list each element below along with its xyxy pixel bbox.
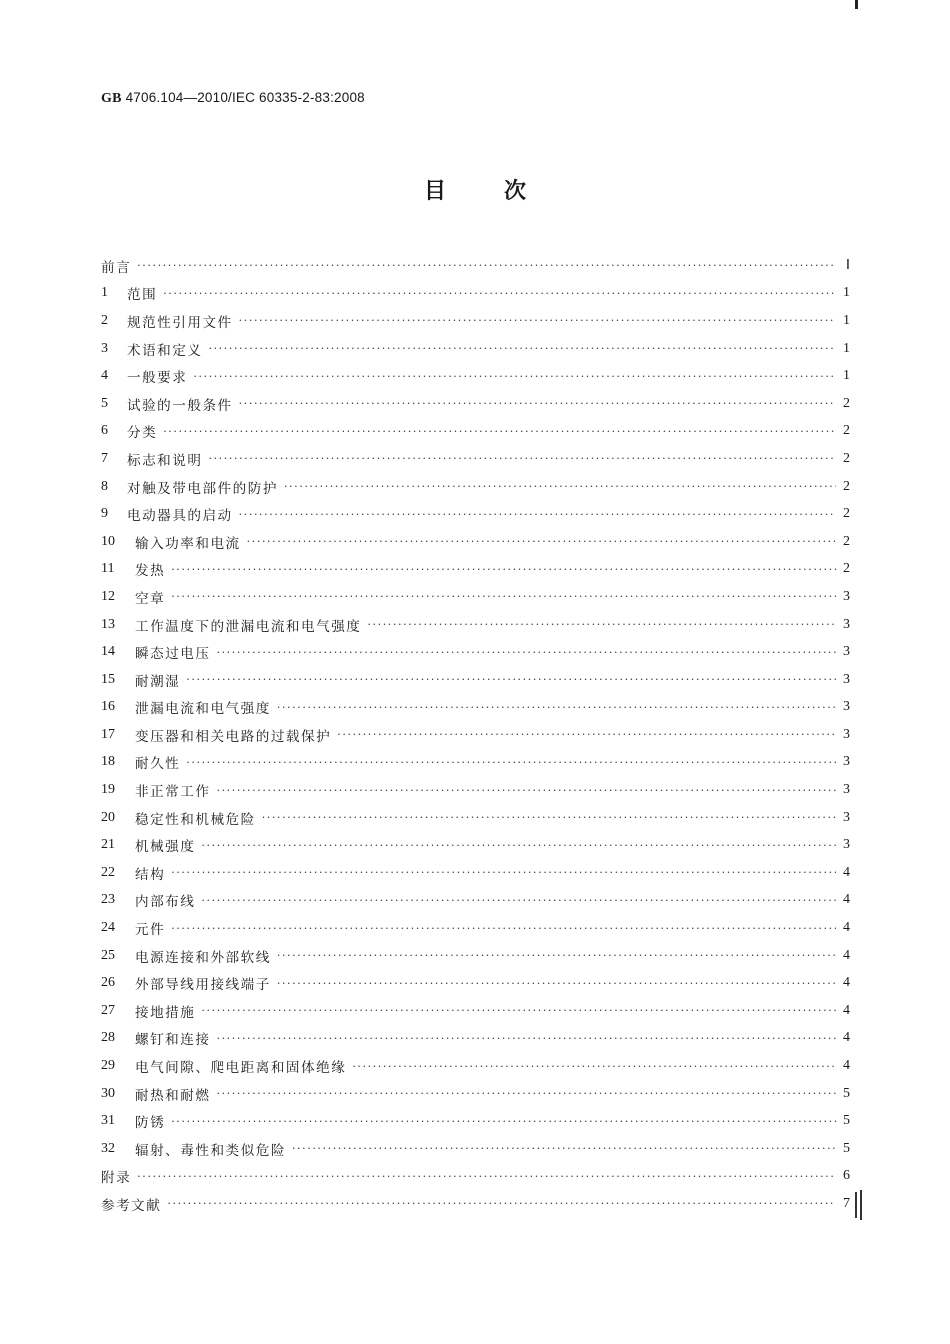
toc-entry-number: 29 [101, 1058, 115, 1074]
toc-entry-page: 3 [843, 782, 850, 798]
toc-entry-title: 电动器具的启动 [127, 508, 233, 525]
toc-entry-page: 1 [843, 340, 850, 356]
scan-edge-mark-top [855, 0, 858, 9]
toc-entry-title: 空章 [135, 590, 166, 607]
toc-entry-number: 15 [101, 671, 115, 687]
toc-dot-leader [186, 756, 836, 769]
toc-entry-title: 辐射、毒性和类似危险 [135, 1142, 286, 1159]
toc-entry[interactable] [101, 1135, 850, 1163]
toc-entry[interactable] [101, 721, 850, 749]
toc-entry-page: 2 [843, 395, 850, 411]
toc-entry-page: 3 [843, 616, 850, 632]
toc-entry[interactable] [101, 528, 850, 556]
toc-dot-leader [201, 1004, 836, 1017]
toc-entry-number: 16 [101, 699, 115, 715]
toc-entry-title: 外部导线用接线端子 [135, 977, 271, 994]
standard-prefix: GB [101, 91, 122, 106]
toc-entry-title: 机械强度 [135, 839, 196, 856]
toc-dot-leader [352, 1060, 836, 1073]
toc-entry[interactable] [101, 335, 850, 363]
toc-dot-leader [171, 590, 836, 603]
toc-entry[interactable] [101, 1190, 850, 1218]
toc-entry[interactable] [101, 997, 850, 1025]
toc-entry-number: 9 [101, 506, 108, 522]
toc-entry-title: 非正常工作 [135, 784, 211, 801]
toc-entry-number: 6 [101, 423, 108, 439]
toc-dot-leader [239, 397, 836, 410]
toc-entry-page: 7 [843, 1195, 850, 1211]
toc-entry-number: 31 [101, 1113, 115, 1129]
toc-dot-leader [239, 508, 836, 521]
toc-entry[interactable] [101, 1163, 850, 1191]
toc-dot-leader [208, 342, 836, 355]
toc-entry-number: 8 [101, 478, 108, 494]
toc-entry-title: 元件 [135, 922, 166, 939]
toc-entry-title: 发热 [135, 563, 166, 580]
toc-entry-title: 电气间隙、爬电距离和固体绝缘 [135, 1060, 347, 1077]
toc-dot-leader [247, 535, 836, 548]
toc-dot-leader [171, 563, 836, 576]
toc-entry-page: 4 [843, 1030, 850, 1046]
toc-entry-page: 3 [843, 754, 850, 770]
toc-entry-title: 一般要求 [127, 370, 188, 387]
toc-entry-page: Ⅰ [845, 258, 850, 274]
toc-entry-page: 5 [843, 1113, 850, 1129]
toc-entry[interactable] [101, 445, 850, 473]
toc-dot-leader [167, 1197, 836, 1210]
toc-dot-leader [216, 784, 836, 797]
toc-entry-page: 3 [843, 644, 850, 660]
toc-entry-page: 5 [843, 1140, 850, 1156]
toc-entry-number: 25 [101, 947, 115, 963]
toc-entry-title: 规范性引用文件 [127, 314, 233, 331]
toc-entry[interactable] [101, 666, 850, 694]
toc-entry[interactable] [101, 473, 850, 501]
toc-entry-title: 标志和说明 [127, 452, 203, 469]
toc-entry-title: 输入功率和电流 [135, 535, 241, 552]
toc-entry-number: 18 [101, 754, 115, 770]
toc-entry-number: 19 [101, 782, 115, 798]
toc-entry[interactable] [101, 1025, 850, 1053]
toc-entry[interactable] [101, 252, 850, 280]
toc-entry-number: 10 [101, 533, 115, 549]
toc-entry-page: 3 [843, 671, 850, 687]
toc-entry-number: 20 [101, 809, 115, 825]
toc-entry-page: 3 [843, 699, 850, 715]
toc-entry-number: 30 [101, 1085, 115, 1101]
toc-entry-page: 4 [843, 892, 850, 908]
standard-number: 4706.104—2010/IEC 60335-2-83:2008 [125, 90, 365, 105]
toc-entry-page: 2 [843, 506, 850, 522]
toc-entry[interactable] [101, 1080, 850, 1108]
toc-entry[interactable] [101, 280, 850, 308]
scan-edge-mark-side-2 [860, 1190, 862, 1220]
toc-entry-number: 12 [101, 588, 115, 604]
toc-entry-title: 瞬态过电压 [135, 646, 211, 663]
toc-entry-number: 24 [101, 920, 115, 936]
toc-entry-page: 3 [843, 809, 850, 825]
toc-dot-leader [216, 646, 836, 659]
toc-entry-number: 32 [101, 1140, 115, 1156]
toc-entry-page: 4 [843, 864, 850, 880]
toc-entry-page: 4 [843, 920, 850, 936]
toc-entry-title: 试验的一般条件 [127, 397, 233, 414]
toc-dot-leader [262, 811, 836, 824]
toc-dot-leader [193, 370, 836, 383]
toc-entry[interactable] [101, 1052, 850, 1080]
toc-entry[interactable] [101, 804, 850, 832]
table-of-contents [101, 252, 850, 1218]
toc-entry-title: 内部布线 [135, 894, 196, 911]
toc-entry-number: 13 [101, 616, 115, 632]
toc-entry-title: 防锈 [135, 1115, 166, 1132]
toc-dot-leader [163, 425, 836, 438]
toc-entry-number: 4 [101, 368, 108, 384]
toc-entry-page: 3 [843, 837, 850, 853]
scan-edge-mark-side [855, 1192, 857, 1218]
toc-entry-title: 变压器和相关电路的过载保护 [135, 728, 332, 745]
toc-entry-page: 3 [843, 726, 850, 742]
toc-dot-leader [367, 618, 836, 631]
toc-entry-page: 4 [843, 1058, 850, 1074]
toc-entry-number: 23 [101, 892, 115, 908]
toc-entry-title: 术语和定义 [127, 342, 203, 359]
toc-entry-number: 3 [101, 340, 108, 356]
toc-entry-page: 2 [843, 561, 850, 577]
toc-entry[interactable] [101, 583, 850, 611]
toc-entry[interactable] [101, 887, 850, 915]
toc-dot-leader [277, 949, 836, 962]
toc-entry[interactable] [101, 694, 850, 722]
toc-entry[interactable] [101, 556, 850, 584]
toc-entry[interactable] [101, 638, 850, 666]
toc-entry-page: 1 [843, 368, 850, 384]
toc-entry[interactable] [101, 500, 850, 528]
toc-entry-title: 螺钉和连接 [135, 1032, 211, 1049]
toc-entry-title: 工作温度下的泄漏电流和电气强度 [135, 618, 362, 635]
toc-entry-page: 6 [843, 1168, 850, 1184]
toc-entry-number: 17 [101, 726, 115, 742]
toc-entry-number: 5 [101, 395, 108, 411]
toc-entry-title: 结构 [135, 866, 166, 883]
toc-entry[interactable] [101, 831, 850, 859]
toc-entry[interactable] [101, 1107, 850, 1135]
toc-dot-leader [239, 314, 836, 327]
toc-entry-title: 电源连接和外部软线 [135, 949, 271, 966]
toc-dot-leader [171, 1115, 836, 1128]
toc-entry-page: 3 [843, 588, 850, 604]
toc-entry[interactable] [101, 914, 850, 942]
toc-dot-leader [277, 701, 836, 714]
toc-entry-title: 前言 [101, 259, 132, 276]
toc-dot-leader [216, 1032, 836, 1045]
toc-dot-leader [216, 1087, 836, 1100]
toc-entry[interactable] [101, 859, 850, 887]
toc-dot-leader [186, 673, 836, 686]
toc-entry[interactable] [101, 390, 850, 418]
toc-entry-number: 7 [101, 450, 108, 466]
toc-entry-title: 接地措施 [135, 1004, 196, 1021]
toc-dot-leader [137, 259, 836, 272]
toc-entry-page: 4 [843, 947, 850, 963]
toc-entry[interactable] [101, 776, 850, 804]
toc-entry-title: 参考文献 [101, 1197, 162, 1214]
toc-entry-page: 5 [843, 1085, 850, 1101]
toc-dot-leader [201, 894, 836, 907]
toc-entry-page: 4 [843, 975, 850, 991]
toc-entry-title: 对触及带电部件的防护 [127, 480, 278, 497]
toc-dot-leader [163, 287, 836, 300]
toc-entry-number: 14 [101, 644, 115, 660]
toc-entry-title: 稳定性和机械危险 [135, 811, 256, 828]
toc-entry[interactable] [101, 749, 850, 777]
toc-dot-leader [277, 977, 836, 990]
toc-entry-page: 1 [843, 312, 850, 328]
toc-entry-number: 26 [101, 975, 115, 991]
toc-entry-number: 27 [101, 1002, 115, 1018]
toc-entry-title: 附录 [101, 1170, 132, 1187]
toc-entry-page: 2 [843, 533, 850, 549]
toc-entry-title: 分类 [127, 425, 158, 442]
toc-dot-leader [137, 1170, 836, 1183]
toc-entry-page: 2 [843, 450, 850, 466]
toc-entry-number: 28 [101, 1030, 115, 1046]
toc-entry-title: 耐热和耐燃 [135, 1087, 211, 1104]
toc-entry[interactable] [101, 362, 850, 390]
toc-entry-number: 22 [101, 864, 115, 880]
toc-entry-title: 范围 [127, 287, 158, 304]
toc-entry-number: 11 [101, 561, 115, 577]
toc-entry-page: 2 [843, 478, 850, 494]
toc-entry-number: 1 [101, 285, 108, 301]
toc-dot-leader [201, 839, 836, 852]
document-header [101, 90, 365, 107]
toc-entry-title: 耐潮湿 [135, 673, 181, 690]
toc-dot-leader [292, 1142, 836, 1155]
toc-entry-title: 泄漏电流和电气强度 [135, 701, 271, 718]
toc-dot-leader [337, 728, 836, 741]
toc-entry-page: 2 [843, 423, 850, 439]
toc-entry-title: 耐久性 [135, 756, 181, 773]
toc-entry-page: 1 [843, 285, 850, 301]
toc-dot-leader [208, 452, 836, 465]
toc-entry[interactable] [101, 418, 850, 446]
toc-entry-number: 2 [101, 312, 108, 328]
toc-entry-number: 21 [101, 837, 115, 853]
page-title: 目次 [423, 179, 584, 204]
toc-entry[interactable] [101, 611, 850, 639]
toc-entry[interactable] [101, 969, 850, 997]
toc-dot-leader [284, 480, 836, 493]
toc-dot-leader [171, 866, 836, 879]
toc-entry[interactable] [101, 307, 850, 335]
toc-entry-page: 4 [843, 1002, 850, 1018]
toc-entry[interactable] [101, 942, 850, 970]
toc-dot-leader [171, 922, 836, 935]
